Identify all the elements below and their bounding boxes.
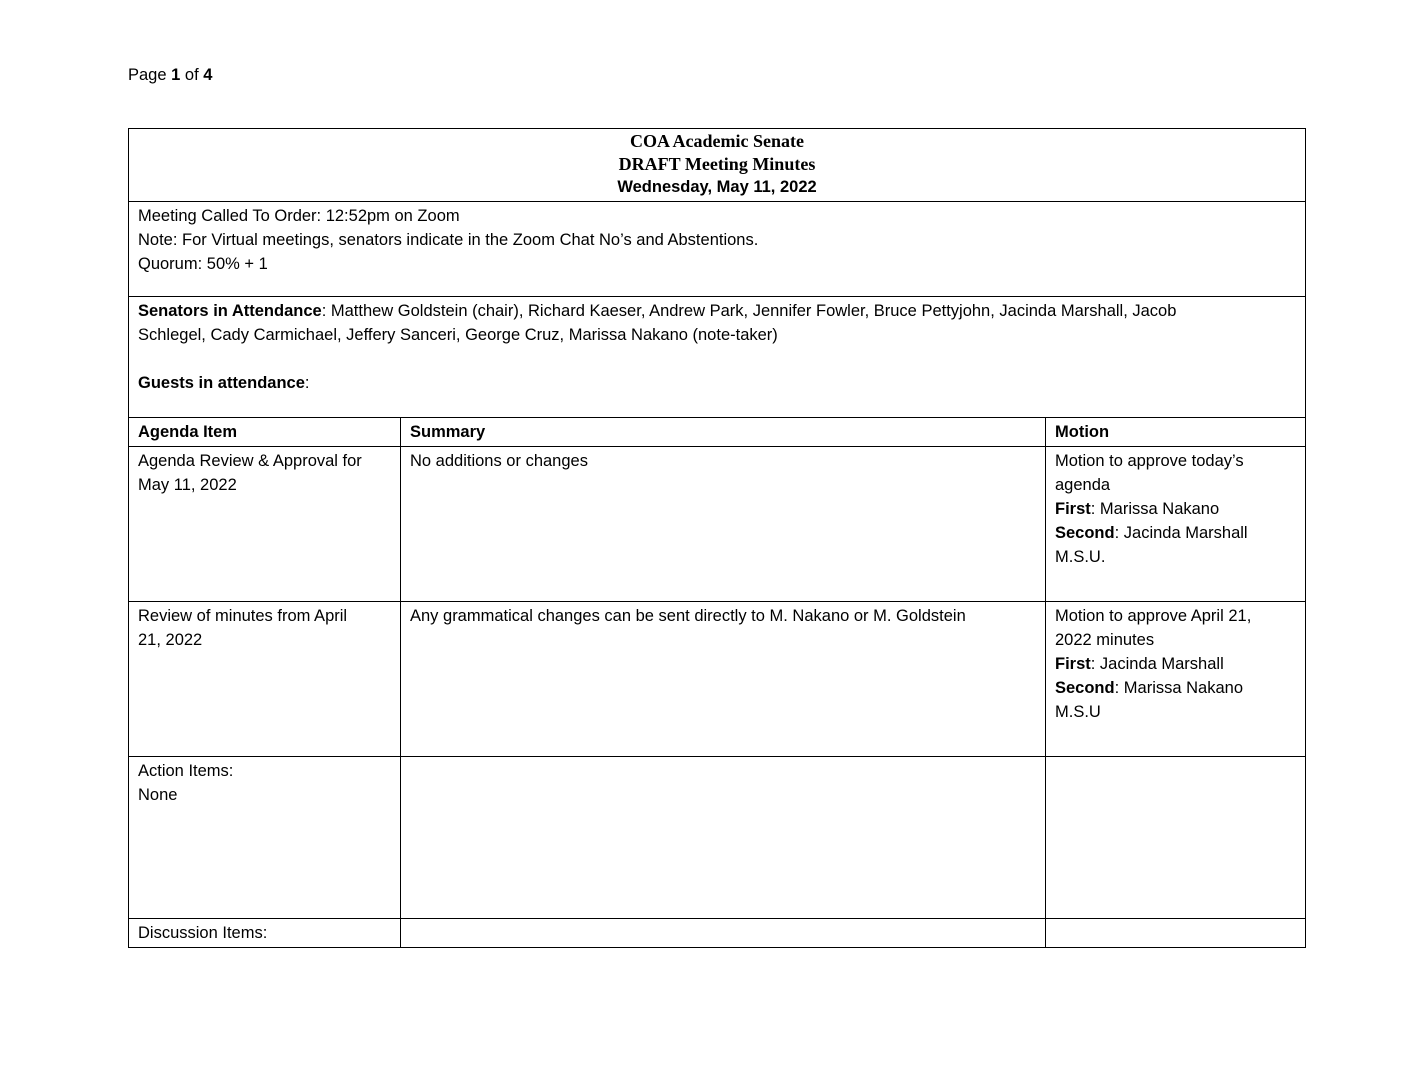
- motion-line: Motion to approve today’s: [1055, 452, 1244, 470]
- action-items-row: [129, 757, 1306, 919]
- second-label: Second: [1055, 524, 1115, 542]
- page-total: 4: [203, 66, 213, 84]
- agenda-item-line: Agenda Review & Approval for: [138, 452, 362, 470]
- agenda-item-line: 21, 2022: [138, 631, 203, 649]
- discussion-items-row: [129, 919, 1306, 948]
- motion-result: M.S.U: [1055, 703, 1101, 721]
- agenda-item-header: Agenda Item: [129, 418, 401, 447]
- senators-label: Senators in Attendance: [138, 302, 322, 320]
- motion-first: [1055, 652, 1296, 676]
- senators-list-part2: Schlegel, Cady Carmichael, Jeffery Sanceri, George Cruz, Marissa Nakano (note-taker): [138, 326, 778, 344]
- table-row: [129, 602, 1306, 757]
- called-to-order: Meeting Called To Order: 12:52pm on Zoom: [138, 207, 460, 225]
- second-label: Second: [1055, 679, 1115, 697]
- page-current: 1: [171, 66, 181, 84]
- motion-line: 2022 minutes: [1055, 631, 1155, 649]
- minutes-table: [128, 128, 1306, 948]
- first-value: : Marissa Nakano: [1090, 500, 1220, 518]
- action-items-cell: [129, 757, 401, 919]
- page-label: Page: [128, 66, 167, 84]
- document-title: DRAFT Meeting Minutes: [618, 154, 816, 174]
- first-label: First: [1055, 500, 1091, 518]
- summary-header: Summary: [401, 418, 1046, 447]
- table-row: [129, 447, 1306, 602]
- motion-second: [1055, 676, 1296, 700]
- document-header: [129, 129, 1306, 202]
- senators-list-part1: : Matthew Goldstein (chair), Richard Kaeser, Andrew Park, Jennifer Fowler, Bruce Pettyjohn, Jacinda Marshall, Jacob: [321, 302, 1177, 320]
- spacer: [138, 347, 1296, 371]
- summary-cell: [401, 757, 1046, 919]
- first-value: : Jacinda Marshall: [1090, 655, 1224, 673]
- page-of: of: [184, 66, 199, 84]
- senators-line1: [138, 299, 1296, 323]
- virtual-note: Note: For Virtual meetings, senators indicate in the Zoom Chat No’s and Abstentions.: [138, 231, 759, 249]
- motion-line: Motion to approve April 21,: [1055, 607, 1252, 625]
- action-items-value: None: [138, 786, 178, 804]
- motion-cell: [1046, 919, 1306, 948]
- first-label: First: [1055, 655, 1091, 673]
- quorum: Quorum: 50% + 1: [138, 255, 268, 273]
- action-items-label: Action Items:: [138, 762, 234, 780]
- motion-cell: [1046, 602, 1306, 757]
- agenda-item-line: Review of minutes from April: [138, 607, 348, 625]
- motion-cell: [1046, 447, 1306, 602]
- title-row: [129, 129, 1306, 202]
- discussion-items-label: Discussion Items:: [129, 919, 401, 948]
- motion-cell: [1046, 757, 1306, 919]
- agenda-item-cell: [129, 447, 401, 602]
- motion-header: Motion: [1046, 418, 1306, 447]
- summary-text: Any grammatical changes can be sent directly to M. Nakano or M. Goldstein: [410, 607, 966, 625]
- meeting-info-row: [129, 202, 1306, 297]
- summary-cell: [401, 447, 1046, 602]
- motion-result: M.S.U.: [1055, 548, 1106, 566]
- column-header-row: [129, 418, 1306, 447]
- page-number: [128, 66, 212, 85]
- guests-label: Guests in attendance: [138, 374, 305, 392]
- summary-cell: [401, 919, 1046, 948]
- meeting-info: [129, 202, 1306, 297]
- summary-cell: [401, 602, 1046, 757]
- motion-second: [1055, 521, 1296, 545]
- motion-first: [1055, 497, 1296, 521]
- meeting-date: Wednesday, May 11, 2022: [617, 178, 817, 196]
- org-title: COA Academic Senate: [630, 131, 804, 151]
- attendance: [129, 297, 1306, 418]
- guests-line: [138, 371, 1296, 395]
- agenda-item-line: May 11, 2022: [138, 476, 237, 494]
- agenda-item-cell: [129, 602, 401, 757]
- guests-suffix: :: [304, 374, 310, 392]
- attendance-row: [129, 297, 1306, 418]
- second-value: : Marissa Nakano: [1114, 679, 1243, 697]
- summary-text: No additions or changes: [410, 452, 588, 470]
- motion-line: agenda: [1055, 476, 1111, 494]
- second-value: : Jacinda Marshall: [1114, 524, 1248, 542]
